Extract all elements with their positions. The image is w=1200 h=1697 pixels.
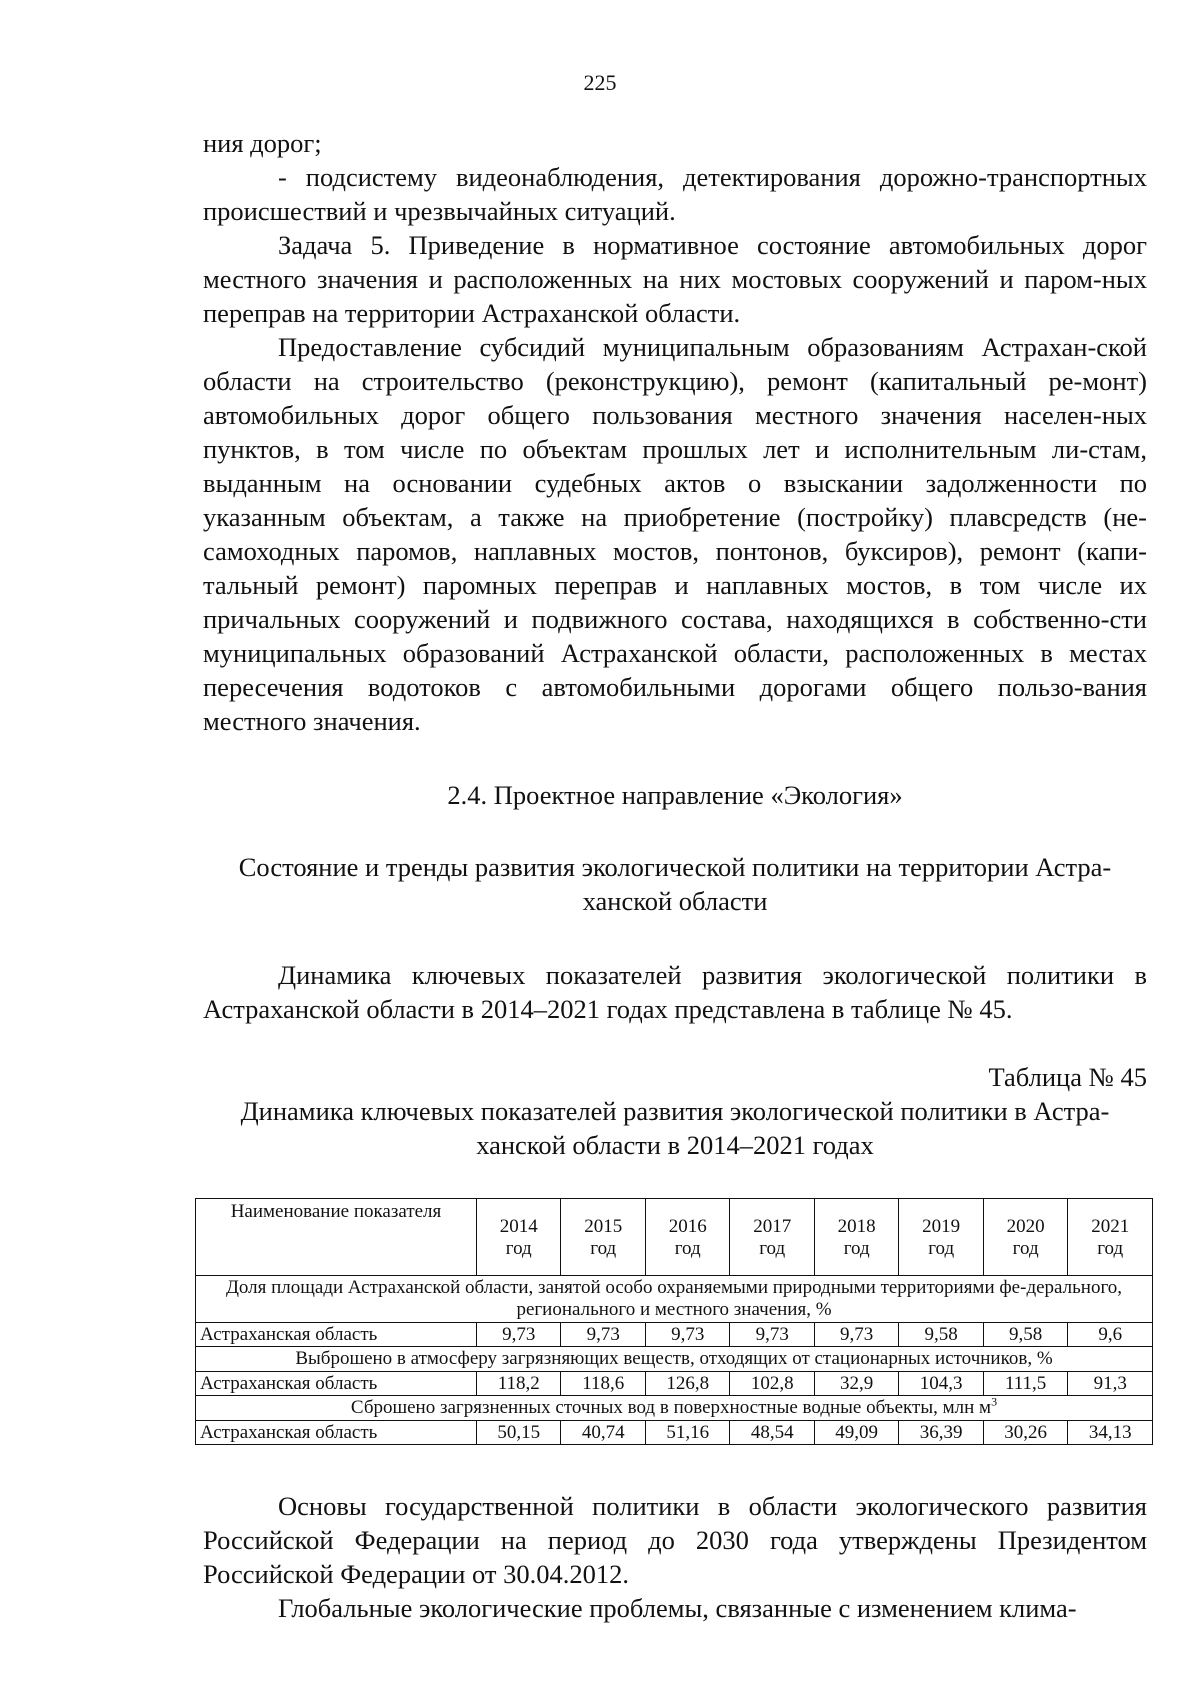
table-cell: 9,58 [983,1323,1067,1347]
table-cell: 50,15 [477,1421,561,1445]
table-cell: 9,73 [730,1323,814,1347]
row-region-name: Астраханская область [196,1421,477,1445]
table-cell: 9,58 [899,1323,983,1347]
table-caption: Динамика ключевых показателей развития экологической политики в Астра-ханской области в 2014–2021 годах [240,1096,1110,1160]
row-region-name: Астраханская область [196,1372,477,1396]
indicators-table [195,1198,1153,1445]
document-body [200,126,1147,1625]
table-cell: 91,3 [1068,1372,1153,1396]
table-section-row [196,1347,1153,1372]
table-row [196,1372,1153,1396]
table-section-row [196,1396,1153,1421]
header-year: 2020 год [983,1199,1067,1276]
table-cell: 40,74 [561,1421,645,1445]
header-year: 2021 год [1068,1199,1153,1276]
table-cell: 9,73 [645,1323,729,1347]
header-year: 2019 год [899,1199,983,1276]
table-cell: 9,6 [1068,1323,1153,1347]
table-cell: 111,5 [983,1372,1067,1396]
subheading: Состояние и тренды развития экологической политики на территории Астра-ханской области [238,852,1112,916]
table-cell: 9,73 [814,1323,898,1347]
table-cell: 118,6 [561,1372,645,1396]
page-number: 225 [583,70,617,95]
header-indicator-name: Наименование показателя [196,1199,477,1276]
table-cell: 102,8 [730,1372,814,1396]
table-section-row [196,1276,1153,1323]
table-row [196,1421,1153,1445]
table-cell: 9,73 [561,1323,645,1347]
paragraph-task-5: Задача 5. Приведение в нормативное состояние автомобильных дорог местного значения и расположенных на них мостовых сооружений и паром-ных переправ на территории Астраханской области. [203,230,1147,328]
table-header-row [196,1199,1153,1276]
section-heading: 2.4. Проектное направление «Экология» [447,780,903,810]
table-cell: 126,8 [645,1372,729,1396]
paragraph-global-problems: Глобальные экологические проблемы, связанные с изменением клима- [278,1593,1077,1623]
table-cell: 118,2 [477,1372,561,1396]
section-title-protected-areas: Доля площади Астраханской области, занятой особо охраняемыми природными территориями фе-дерального, регионального и местного значения, % [196,1276,1153,1323]
table-row [196,1323,1153,1347]
table-cell: 34,13 [1068,1421,1153,1445]
paragraph-dynamics: Динамика ключевых показателей развития экологической политики в Астраханской области в 2014–2021 годах представлена в таблице № 45. [203,960,1147,1024]
section-title-emissions: Выброшено в атмосферу загрязняющих веществ, отходящих от стационарных источников, % [196,1347,1153,1372]
table-cell: 32,9 [814,1372,898,1396]
table-cell: 48,54 [730,1421,814,1445]
paragraph-state-policy: Основы государственной политики в области экологического развития Российской Федерации на период до 2030 года утверждены Президентом Российской Федерации от 30.04.2012. [203,1491,1147,1589]
table-cell: 30,26 [983,1421,1067,1445]
header-year: 2015 год [561,1199,645,1276]
section-title-wastewater: Сброшено загрязненных сточных вод в поверхностные водные объекты, млн $м^3$ [196,1396,1153,1421]
table-label: Таблица № 45 [988,1062,1147,1092]
table-cell: 36,39 [899,1421,983,1445]
header-year: 2018 год [814,1199,898,1276]
table-cell: 9,73 [477,1323,561,1347]
header-year: 2016 год [645,1199,729,1276]
table-cell: 49,09 [814,1421,898,1445]
row-region-name: Астраханская область [196,1323,477,1347]
table-cell: 51,16 [645,1421,729,1445]
table-cell: 104,3 [899,1372,983,1396]
header-year: 2014 год [477,1199,561,1276]
paragraph-subsidies: Предоставление субсидий муниципальным образованиям Астрахан-ской области на строительство (реконструкцию), ремонт (капитальный ре-монт) автомобильных дорог общего пользования местного значения населен-ных пунктов, в том числе по объектам прошлых лет и исполнительным ли-стам, выданным на основании судебных актов о взыскании задолженности по указанным объектам, а также на приобретение (постройку) плавсредств (не-самоходных паромов, наплавных мостов, понтонов, буксиров), ремонт (капи-тальный ремонт) паромных переправ и наплавных мостов, в том числе их причальных сооружений и подвижного состава, находящихся в собственно-сти муниципальных образований Астраханской области, расположенных в местах пересечения водотоков с автомобильными дорогами общего пользо-вания местного значения. [203,332,1147,736]
paragraph-subsystem: - подсистему видеонаблюдения, детектирования дорожно-транспортных происшествий и чрезвычайных ситуаций. [203,162,1147,226]
paragraph-continuation: ния дорог; [203,128,322,158]
header-year: 2017 год [730,1199,814,1276]
